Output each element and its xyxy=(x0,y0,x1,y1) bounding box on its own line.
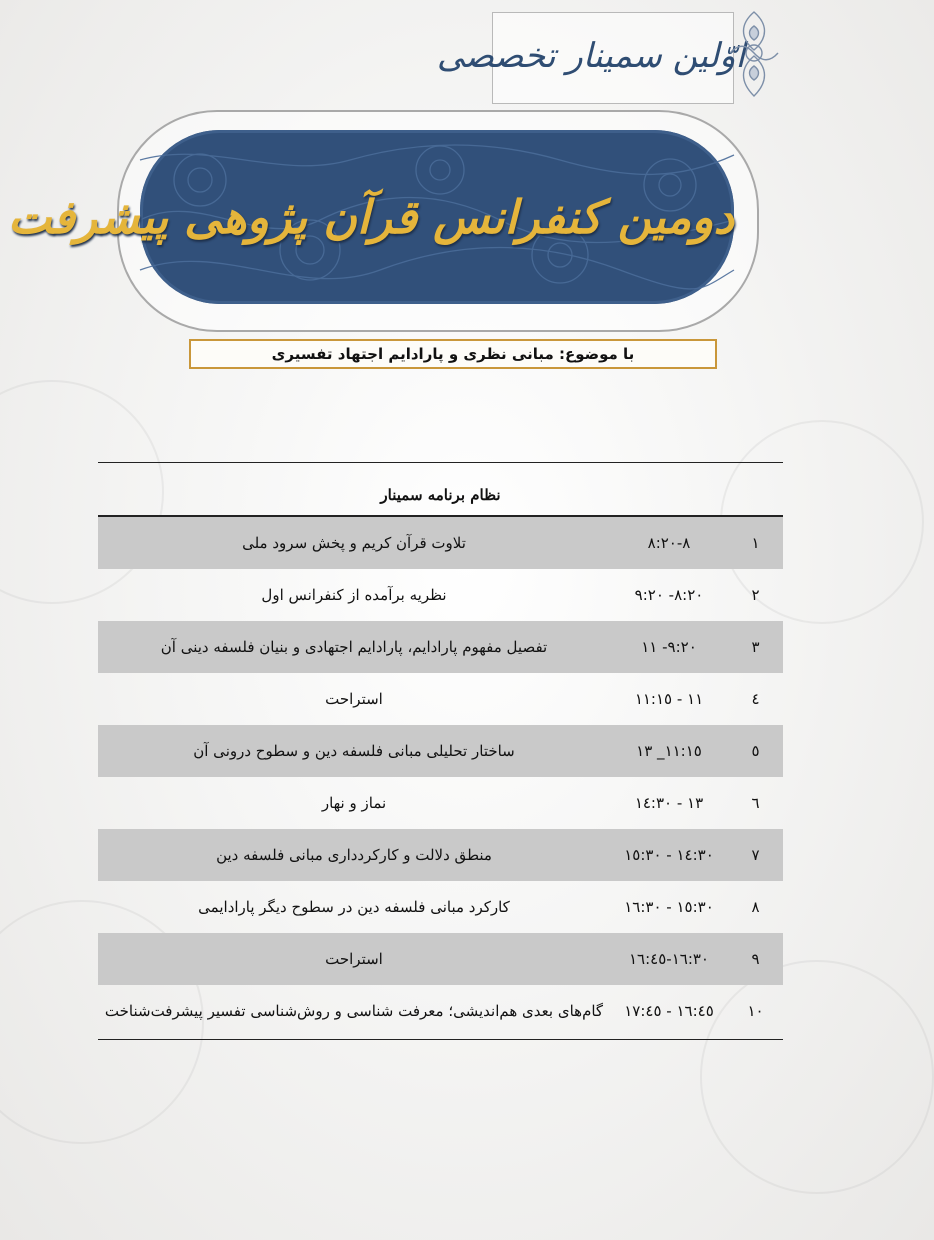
row-time: ١١:١٥_ ١٣ xyxy=(636,742,702,760)
seminar-title: اوّلین سمینار تخصصی xyxy=(436,36,745,76)
row-number: ٦ xyxy=(751,794,760,812)
row-title: منطق دلالت و کارکردداری مبانی فلسفه دین xyxy=(216,846,492,864)
row-number: ١٠ xyxy=(747,1002,764,1020)
row-time: ١٣ - ١٤:٣٠ xyxy=(634,794,704,812)
row-time: ١٦:٣٠-١٦:٤٥ xyxy=(629,950,709,968)
row-time: ٩:٢٠- ١١ xyxy=(641,638,697,656)
table-bottom-rule xyxy=(98,1039,783,1040)
row-time: ١٥:٣٠ - ١٦:٣٠ xyxy=(624,898,714,916)
table-top-rule xyxy=(98,462,783,463)
row-title: تلاوت قرآن کریم و پخش سرود ملی xyxy=(242,534,466,552)
row-number: ٥ xyxy=(751,742,760,760)
table-row xyxy=(98,725,783,777)
row-number: ٩ xyxy=(751,950,760,968)
table-row xyxy=(98,673,783,725)
table-row xyxy=(98,829,783,881)
row-time: ٨-٨:٢٠ xyxy=(647,534,691,552)
row-number: ٤ xyxy=(751,690,760,708)
table-heading: نظام برنامه سمینار xyxy=(380,486,501,504)
conference-title: دومین کنفرانس قرآن پژوهی پیشرفت xyxy=(7,190,734,244)
row-number: ٧ xyxy=(751,846,760,864)
row-title: کارکرد مبانی فلسفه دین در سطوح دیگر پارادایمی xyxy=(198,898,510,916)
row-title: تفصیل مفهوم پارادایم، پارادایم اجتهادی و بنیان فلسفه دینی آن xyxy=(160,638,548,656)
subject-strip: با موضوع: مبانی نظری و پارادایم اجتهاد تفسیری xyxy=(189,339,717,369)
row-number: ٢ xyxy=(751,586,760,604)
row-title: استراحت xyxy=(325,690,383,708)
table-row xyxy=(98,933,783,985)
row-time: ١٤:٣٠ - ١٥:٣٠ xyxy=(624,846,714,864)
row-number: ١ xyxy=(751,534,760,552)
conference-banner xyxy=(7,130,734,304)
row-title: ساختار تحلیلی مبانی فلسفه دین و سطوح درونی آن xyxy=(193,742,515,760)
row-time: ١٦:٤٥ - ١٧:٤٥ xyxy=(624,1002,714,1020)
row-number: ٣ xyxy=(751,638,760,656)
row-time: ١١ - ١١:١٥ xyxy=(634,690,704,708)
row-title: استراحت xyxy=(325,950,383,968)
row-title: نظریه برآمده از کنفرانس اول xyxy=(261,586,447,604)
table-row xyxy=(98,777,783,829)
table-row xyxy=(98,569,783,621)
table-row xyxy=(98,985,783,1037)
table-row xyxy=(98,621,783,673)
arabesque-ornament-icon xyxy=(724,8,784,100)
table-row xyxy=(98,881,783,933)
row-title: گام‌های بعدی هم‌اندیشی؛ معرفت شناسی و روش‌شناسی تفسیر پیشرفت‌شناخت xyxy=(104,1002,604,1020)
row-title: نماز و نهار xyxy=(321,794,387,812)
row-time: ٨:٢٠- ٩:٢٠ xyxy=(634,586,704,604)
table-row xyxy=(98,517,783,569)
row-number: ٨ xyxy=(751,898,760,916)
